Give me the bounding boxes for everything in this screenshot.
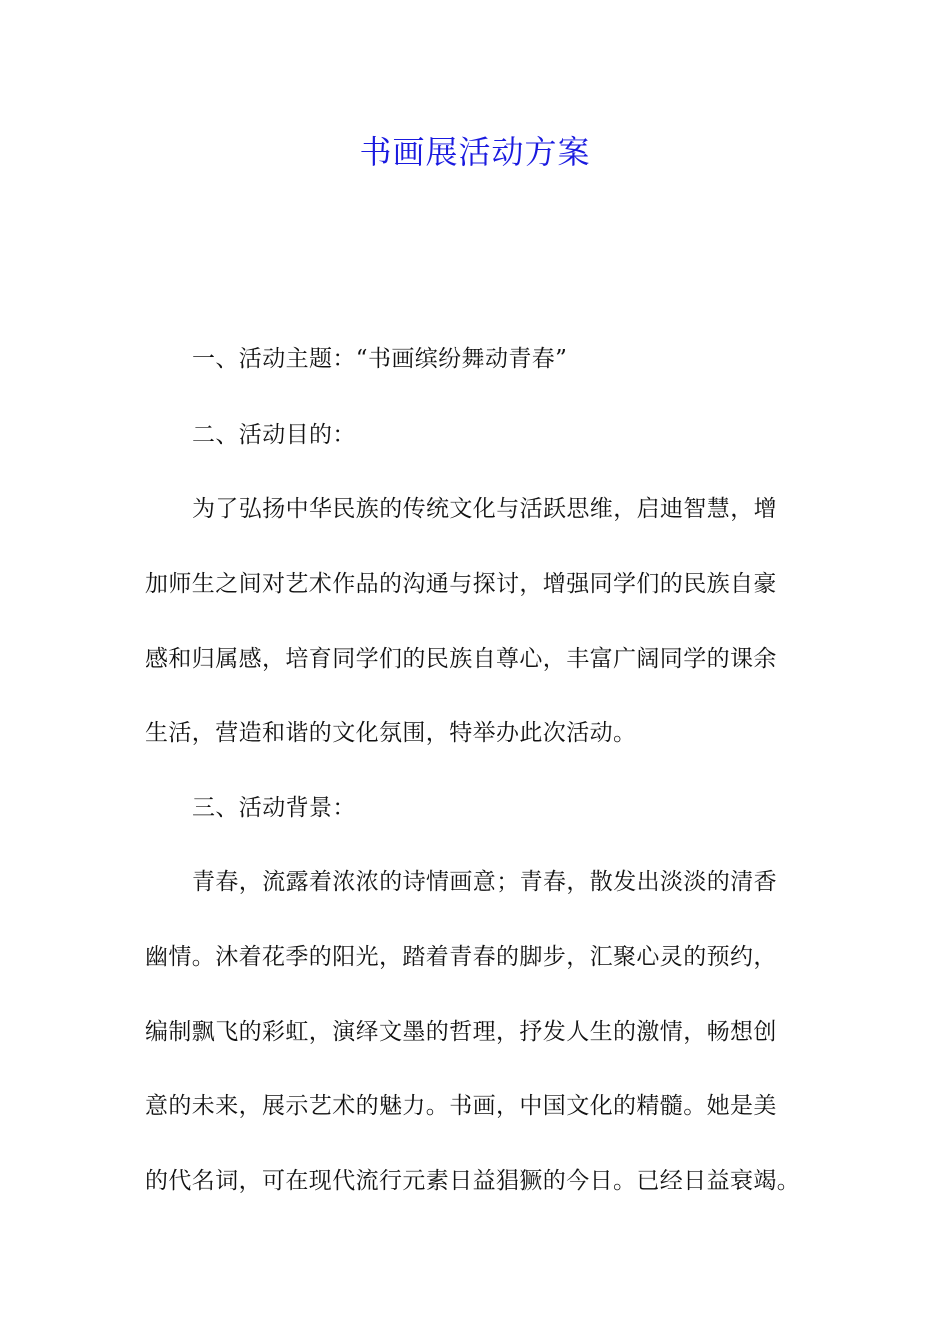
purpose-paragraph-line-2: 加师生之间对艺术作品的沟通与探讨，增强同学们的民族自豪 [145,571,777,597]
background-paragraph-line-5: 的代名词，可在现代流行元素日益猖獗的今日。已经日益衰竭。 [145,1168,801,1194]
background-paragraph-line-3: 编制飘飞的彩虹，演绎文墨的哲理，抒发人生的激情，畅想创 [145,1019,777,1045]
purpose-paragraph-line-1: 为了弘扬中华民族的传统文化与活跃思维，启迪智慧，增 [192,496,777,522]
heading-activity-purpose: 二、活动目的： [192,422,356,448]
background-paragraph-line-2: 幽情。沐着花季的阳光，踏着青春的脚步，汇聚心灵的预约， [145,944,777,970]
heading-activity-theme: 一、活动主题：“书画缤纷舞动青春” [192,346,568,372]
purpose-paragraph-line-4: 生活，营造和谐的文化氛围，特举办此次活动。 [145,720,637,746]
document-title: 书画展活动方案 [359,133,591,171]
purpose-paragraph-line-3: 感和归属感，培育同学们的民族自尊心，丰富广阔同学的课余 [145,646,777,672]
background-paragraph-line-1: 青春，流露着浓浓的诗情画意；青春，散发出淡淡的清香 [192,869,777,895]
heading-activity-background: 三、活动背景： [192,795,356,821]
background-paragraph-line-4: 意的未来，展示艺术的魅力。书画，中国文化的精髓。她是美 [145,1093,777,1119]
